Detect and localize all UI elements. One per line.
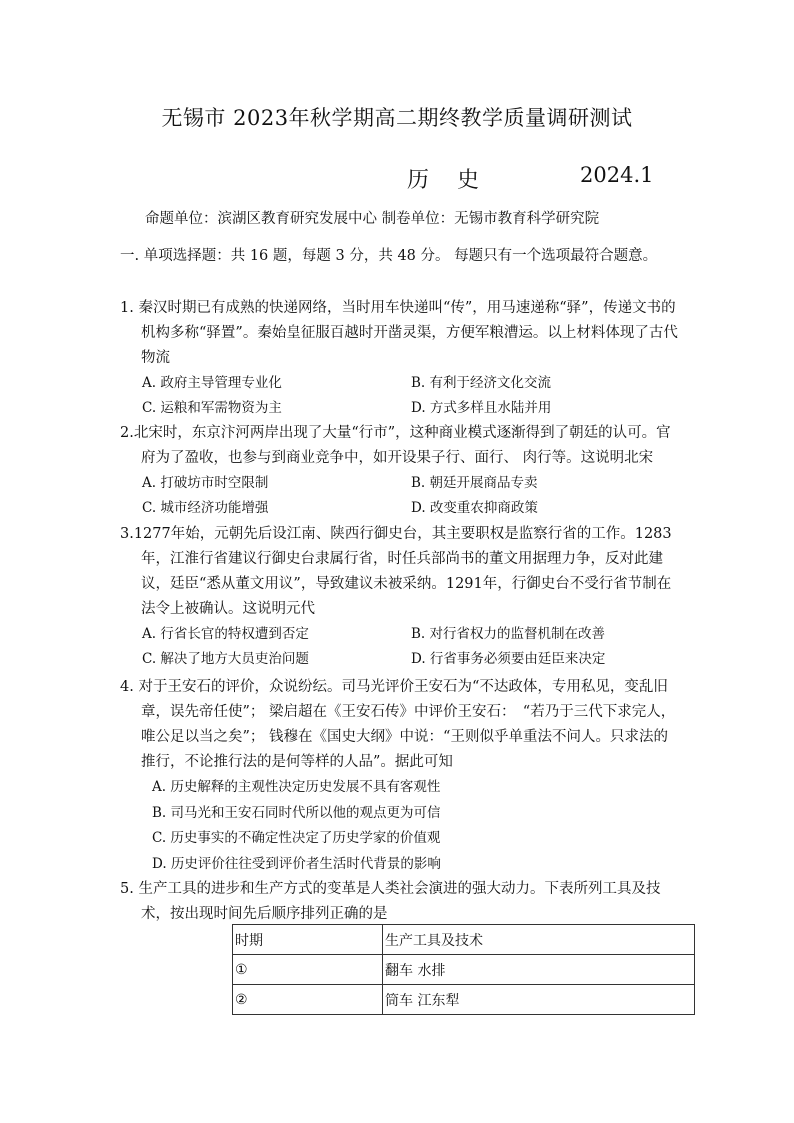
option-a: A. 行省长官的特权遭到否定 [142, 626, 309, 642]
exam-title: 无锡市 2023年秋学期高二期终教学质量调研测试 [161, 106, 633, 130]
table-header-cell: 生产工具及技术 [383, 925, 695, 955]
question-stem: 2.北宋时，东京汴河两岸出现了大量“行市”，这种商业模式逐渐得到了朝廷的认可。官府为了盈收，也参与到商业竞争中，如开设果子行、面行、 肉行等。这说明北宋 [120, 425, 671, 466]
option-b: B. 有利于经济文化交流 [411, 375, 552, 391]
table-header-cell: 时期 [233, 925, 383, 955]
option-c: C. 解决了地方大员吏治问题 [142, 651, 309, 667]
question-stem: 1. 秦汉时期已有成熟的快递网络，当时用车快递叫“传”，用马速递称“驿”，传递文书的机构多称“驿置”。秦始皇征服百越时开凿灵渠，方便军粮漕运。以上材料体现了古代物流 [120, 300, 678, 366]
question-1 [120, 296, 680, 421]
subject-label: 历史 [407, 168, 508, 193]
question-3 [120, 522, 680, 672]
table-cell: ② [233, 985, 383, 1015]
table-row [233, 985, 695, 1015]
table-cell: ① [233, 955, 383, 985]
question-5 [120, 877, 680, 927]
option-c: C. 运粮和军需物资为主 [142, 400, 282, 416]
option-b: B. 朝廷开展商品专卖 [411, 475, 538, 491]
table-cell: 筒车 江东犁 [383, 985, 695, 1015]
question-stem: 4. 对于王安石的评价，众说纷纭。司马光评价王安石为“不达政体，专用私见，变乱旧章，误先帝任使”； 梁启超在《王安石传》中评价王安石： “若乃于三代下求完人，唯公足以当之矣”； 钱穆在《国史大纲》中说：“王则似乎单重法不问人。只求法的推行，不论推行法的是何等样的人品”。据此可知 [120, 679, 676, 770]
question-2 [120, 421, 680, 521]
option-row [120, 471, 680, 496]
option-b: B. 对行省权力的监督机制在改善 [411, 626, 606, 642]
table-row [233, 955, 695, 985]
option-a: A. 打破坊市时空限制 [142, 475, 269, 491]
option-row [120, 622, 680, 647]
question-4 [120, 675, 680, 877]
option-row [120, 371, 680, 396]
question-stem: 5. 生产工具的进步和生产方式的变革是人类社会演进的强大动力。下表所列工具及技术，按出现时间先后顺序排列正确的是 [120, 881, 661, 922]
issuing-units: 命题单位：滨湖区教育研究发展中心 制卷单位：无锡市教育科学研究院 [145, 211, 600, 227]
option-a: A. 历史解释的主观性决定历史发展不具有客观性 [152, 779, 441, 795]
option-d: D. 改变重农抑商政策 [411, 500, 538, 516]
option-c: C. 历史事实的不确定性决定了历史学家的价值观 [152, 830, 441, 846]
option-a: A. 政府主导管理专业化 [142, 375, 282, 391]
option-c: C. 城市经济功能增强 [142, 500, 269, 516]
question-stem: 3.1277年始，元朝先后设江南、陕西行御史台，其主要职权是监察行省的工作。1283年，江淮行省建议行御史台隶属行省，时任兵部尚书的董文用据理力争，反对此建议，廷臣“悉从董文用议”，导致建议未被采纳。1291年，行御史台不受行省节制在法令上被确认。这说明元代 [120, 526, 672, 617]
table-cell: 翻车 水排 [383, 955, 695, 985]
option-row [120, 396, 680, 421]
table-header-row [233, 925, 695, 955]
option-row [120, 496, 680, 521]
option-row [120, 647, 680, 672]
option-d: D. 行省事务必须要由廷臣来决定 [411, 651, 606, 667]
option-b: B. 司马光和王安石同时代所以他的观点更为可信 [152, 804, 441, 821]
exam-date: 2024.1 [580, 163, 654, 187]
section-heading: 一. 单项选择题：共 16 题，每题 3 分，共 48 分。 每题只有一个选项最符合题意。 [120, 248, 658, 264]
option-d: D. 历史评价往往受到评价者生活时代背景的影响 [152, 855, 441, 872]
option-d: D. 方式多样且水陆并用 [411, 400, 552, 416]
tools-table [232, 924, 695, 1015]
